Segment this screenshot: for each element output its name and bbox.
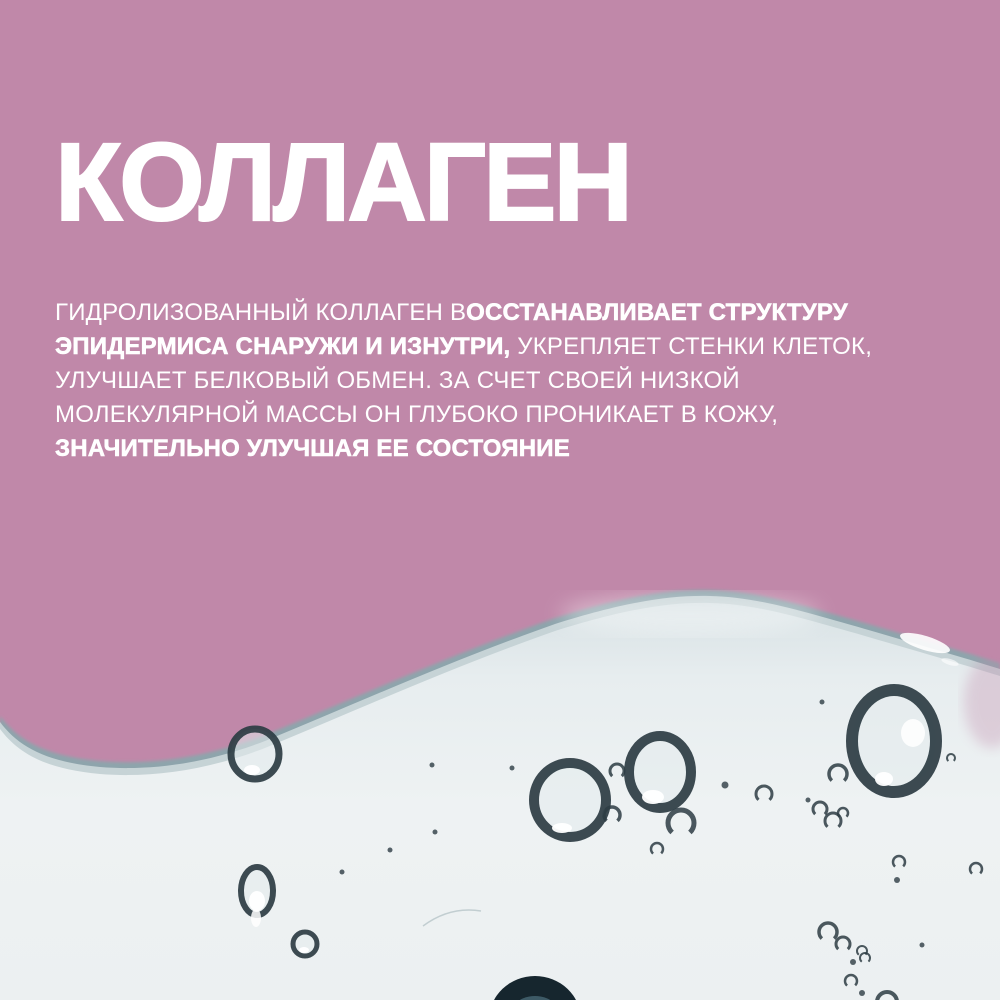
- gel-micro-bubble: [433, 830, 438, 835]
- gel-micro-bubble: [340, 870, 345, 875]
- gel-micro-bubble: [859, 990, 865, 996]
- gel-micro-bubble: [894, 877, 900, 883]
- gel-micro-bubble: [806, 798, 811, 803]
- crest-highlight: [560, 594, 820, 634]
- gel-micro-bubble: [388, 848, 393, 853]
- paragraph-line: [55, 330, 975, 364]
- bubble-highlight: [299, 947, 309, 953]
- bubble-highlight: [249, 891, 265, 911]
- paragraph-line: [55, 296, 975, 330]
- paragraph-line: [55, 364, 975, 398]
- description-text: [55, 296, 975, 466]
- gel-micro-bubble: [820, 700, 825, 705]
- bubble-highlight: [642, 790, 664, 804]
- text-segment: ГИДРОЛИЗОВАННЫЙ КОЛЛАГЕН В: [55, 299, 467, 326]
- gel-micro-bubble: [430, 763, 435, 768]
- light-glint: [901, 719, 925, 747]
- gel-liquid-illustration: [0, 560, 1000, 1000]
- gel-micro-bubble: [510, 766, 515, 771]
- gel-micro-bubble: [722, 782, 729, 789]
- text-segment: МОЛЕКУЛЯРНОЙ МАССЫ ОН ГЛУБОКО ПРОНИКАЕТ В КОЖУ,: [55, 401, 779, 428]
- paragraph-line: [55, 432, 975, 466]
- light-glint: [251, 909, 261, 927]
- text-segment: ЗНАЧИТЕЛЬНО УЛУЧШАЯ ЕЕ СОСТОЯНИЕ: [55, 435, 570, 462]
- page-title: КОЛЛАГЕН: [55, 121, 630, 244]
- text-segment: УЛУЧШАЕТ БЕЛКОВЫЙ ОБМЕН. ЗА СЧЕТ СВОЕЙ НИЗКОЙ: [55, 367, 740, 394]
- text-segment: ЭПИДЕРМИСА СНАРУЖИ И ИЗНУТРИ,: [55, 333, 511, 360]
- bubble-highlight: [552, 823, 572, 833]
- gel-micro-bubble: [850, 959, 856, 965]
- text-segment: УКРЕПЛЯЕТ СТЕНКИ КЛЕТОК,: [510, 333, 873, 360]
- bubble-highlight: [875, 772, 893, 786]
- text-segment: ОССТАНАВЛИВАЕТ СТРУКТУРУ: [466, 299, 848, 326]
- gel-bubble: [852, 690, 936, 792]
- paragraph-line: [55, 398, 975, 432]
- gel-micro-bubble: [920, 943, 925, 948]
- bubble-highlight: [244, 765, 260, 775]
